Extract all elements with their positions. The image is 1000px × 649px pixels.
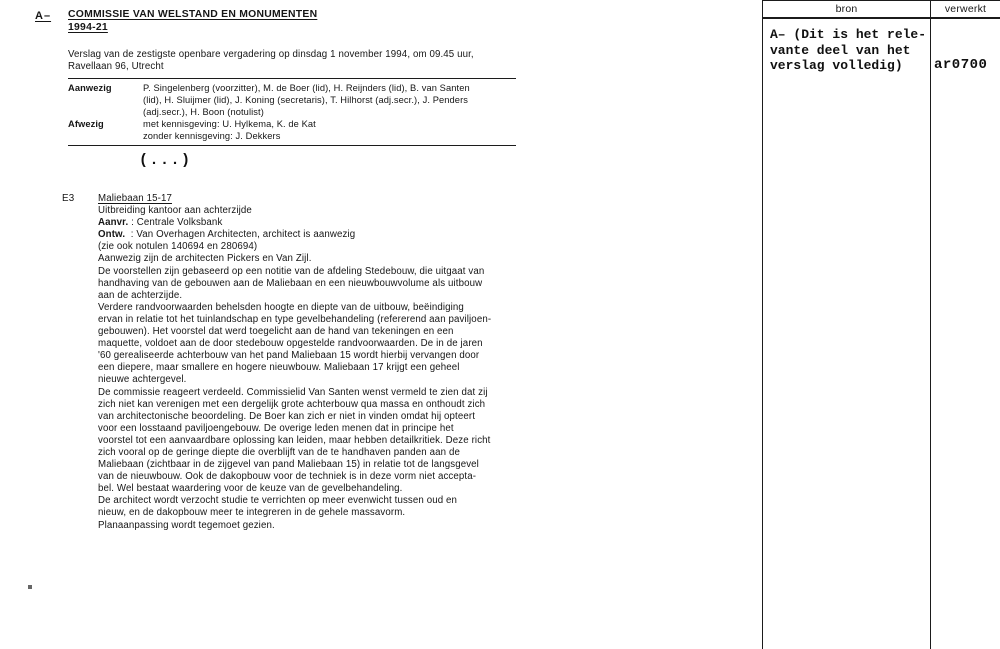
text-line: Verslag van de zestigste openbare vergadering op dinsdag 1 november 1994, om 09.45 uur, (68, 49, 474, 60)
text-line: bel. Wel bestaat waardering voor de keuze van de gevelbehandeling. (98, 483, 403, 495)
text-line: van architectonische beoordeling. De Boer kan zich er niet in vinden omdat hij opteert (98, 410, 476, 422)
field-label: Aanvr. (98, 217, 129, 229)
text-line: nieuw, en de dakopbouw meer te integreren in de gehele massavorm. (98, 507, 406, 519)
text-line: Planaanpassing wordt tegemoet gezien. (98, 519, 275, 531)
text-line: '60 gerealiseerde achterbouw van het pand Maliebaan 15 wordt hierbij vervangen door (98, 350, 480, 362)
section-note: (zie ook notulen 140694 en 280694) (98, 241, 258, 253)
text-line: ervan in relatie tot het tuinlandschap en type gevelbehandeling (refererend aan paviljoen- (98, 313, 492, 325)
text-line: Verdere randvoorwaarden behelsden hoogte en diepte van de uitbouw, beëindiging (98, 301, 464, 313)
section-subtitle: Uitbreiding kantoor aan achterzijde (98, 205, 252, 217)
attendance-table (68, 78, 516, 146)
section-title-line (98, 193, 491, 205)
text-line: voorstel tot een aanvaardbare oplossing kan leiden, maar hebben detailkritiek. Deze richt (98, 434, 491, 446)
attendance-value (143, 82, 516, 118)
section-body (98, 253, 491, 531)
text-line: met kennisgeving: U. Hylkema, K. de Kat (143, 119, 316, 130)
verwerkt-value: ar0700 (934, 57, 988, 73)
margin-mark-a: A– (35, 10, 52, 22)
field-label: Ontw. (98, 229, 126, 241)
text-line: Aanwezig zijn de architecten Pickers en Van Zijl. (98, 253, 312, 265)
section-content (98, 193, 491, 532)
text-line: De architect wordt verzocht studie te verrichten op meer evenwicht tussen oud en (98, 495, 458, 507)
text-line: maquette, voldoet aan de door stedebouw opgestelde randvoorwaarden. De in de jaren (98, 338, 483, 350)
verwerkt-column-header: verwerkt (944, 3, 987, 15)
text-line: De voorstellen zijn gebaseerd op een notitie van de afdeling Stedebouw, die uitgaat van (98, 265, 485, 277)
bron-column-header: bron (835, 3, 858, 15)
bron-annotation (770, 27, 926, 74)
field-value: : Centrale Volksbank (128, 217, 223, 229)
attendance-row-aanwezig (68, 82, 516, 118)
section-code: E3 (62, 193, 75, 204)
text-line: (adj.secr.), H. Boon (notulist) (143, 107, 264, 118)
field-line-aanvr (98, 217, 491, 229)
bron-column-divider (762, 0, 763, 649)
text-line: zich niet kan verenigen met een dergelijk grote achterbouw qua massa en onthoudt zich (98, 398, 486, 410)
verwerkt-column-divider (930, 0, 931, 649)
text-line: P. Singelenberg (voorzitter), M. de Boer (lid), H. Reijnders (lid), B. van Santen (143, 83, 470, 93)
text-line: verslag volledig) (770, 58, 903, 74)
attendance-row-afwezig (68, 118, 516, 142)
attendance-label: Aanwezig (68, 83, 112, 93)
page-title: COMMISSIE VAN WELSTAND EN MONUMENTEN (68, 9, 318, 20)
omission-ellipsis: (...) (139, 152, 192, 169)
text-line: nieuwe achtergevel. (98, 374, 187, 386)
attendance-value (143, 118, 516, 142)
text-line: De commissie reageert verdeeld. Commissielid Van Santen wenst vermeld te zien dat zij (98, 386, 488, 398)
text-line: zich vooral op de geringe diepte die overblijft van de te handhaven panden aan de (98, 446, 460, 458)
text-line: handhaving van de gebouwen aan de Maliebaan en een nieuwbouwvolume als uitbouw (98, 277, 483, 289)
ink-speck (28, 585, 32, 589)
field-line-ontw (98, 229, 491, 241)
text-line: voor een losstaand paviljoengebouw. De overige leden menen dat in principe het (98, 422, 454, 434)
text-line: A– (Dit is het rele- (770, 27, 927, 42)
page-subtitle: 1994-21 (68, 22, 108, 33)
field-value: : Van Overhagen Architecten, architect is aanwezig (125, 229, 356, 241)
margin-table-header-divider (762, 17, 1000, 19)
attendance-label: Afwezig (68, 119, 104, 130)
text-line: een diepere, maar smallere en hogere nieuwbouw. Maliebaan 17 krijgt een geheel (98, 362, 460, 374)
text-line: Ravellaan 96, Utrecht (68, 61, 164, 73)
text-line: aan de achterzijde. (98, 289, 183, 301)
text-line: gebouwen). Het voorstel dat werd toegelicht aan de hand van tekeningen en een (98, 326, 454, 338)
text-line: van de nieuwbouw. Ook de dakopbouw voor de techniek is in deze vorm niet accepta- (98, 471, 477, 483)
intro-text (68, 49, 474, 74)
text-line: (lid), H. Sluijmer (lid), J. Koning (secretaris), T. Hilhorst (adj.secr.), J. Penders (143, 95, 469, 106)
margin-table-top-border (762, 0, 1000, 1)
text-line: Maliebaan (zichtbaar in de zijgevel van pand Maliebaan 15) in relatie tot de langsgevel (98, 459, 479, 471)
text-line: vante deel van het (770, 42, 911, 58)
section-title: Maliebaan 15-17 (98, 193, 172, 204)
text-line: zonder kennisgeving: J. Dekkers (143, 131, 281, 142)
